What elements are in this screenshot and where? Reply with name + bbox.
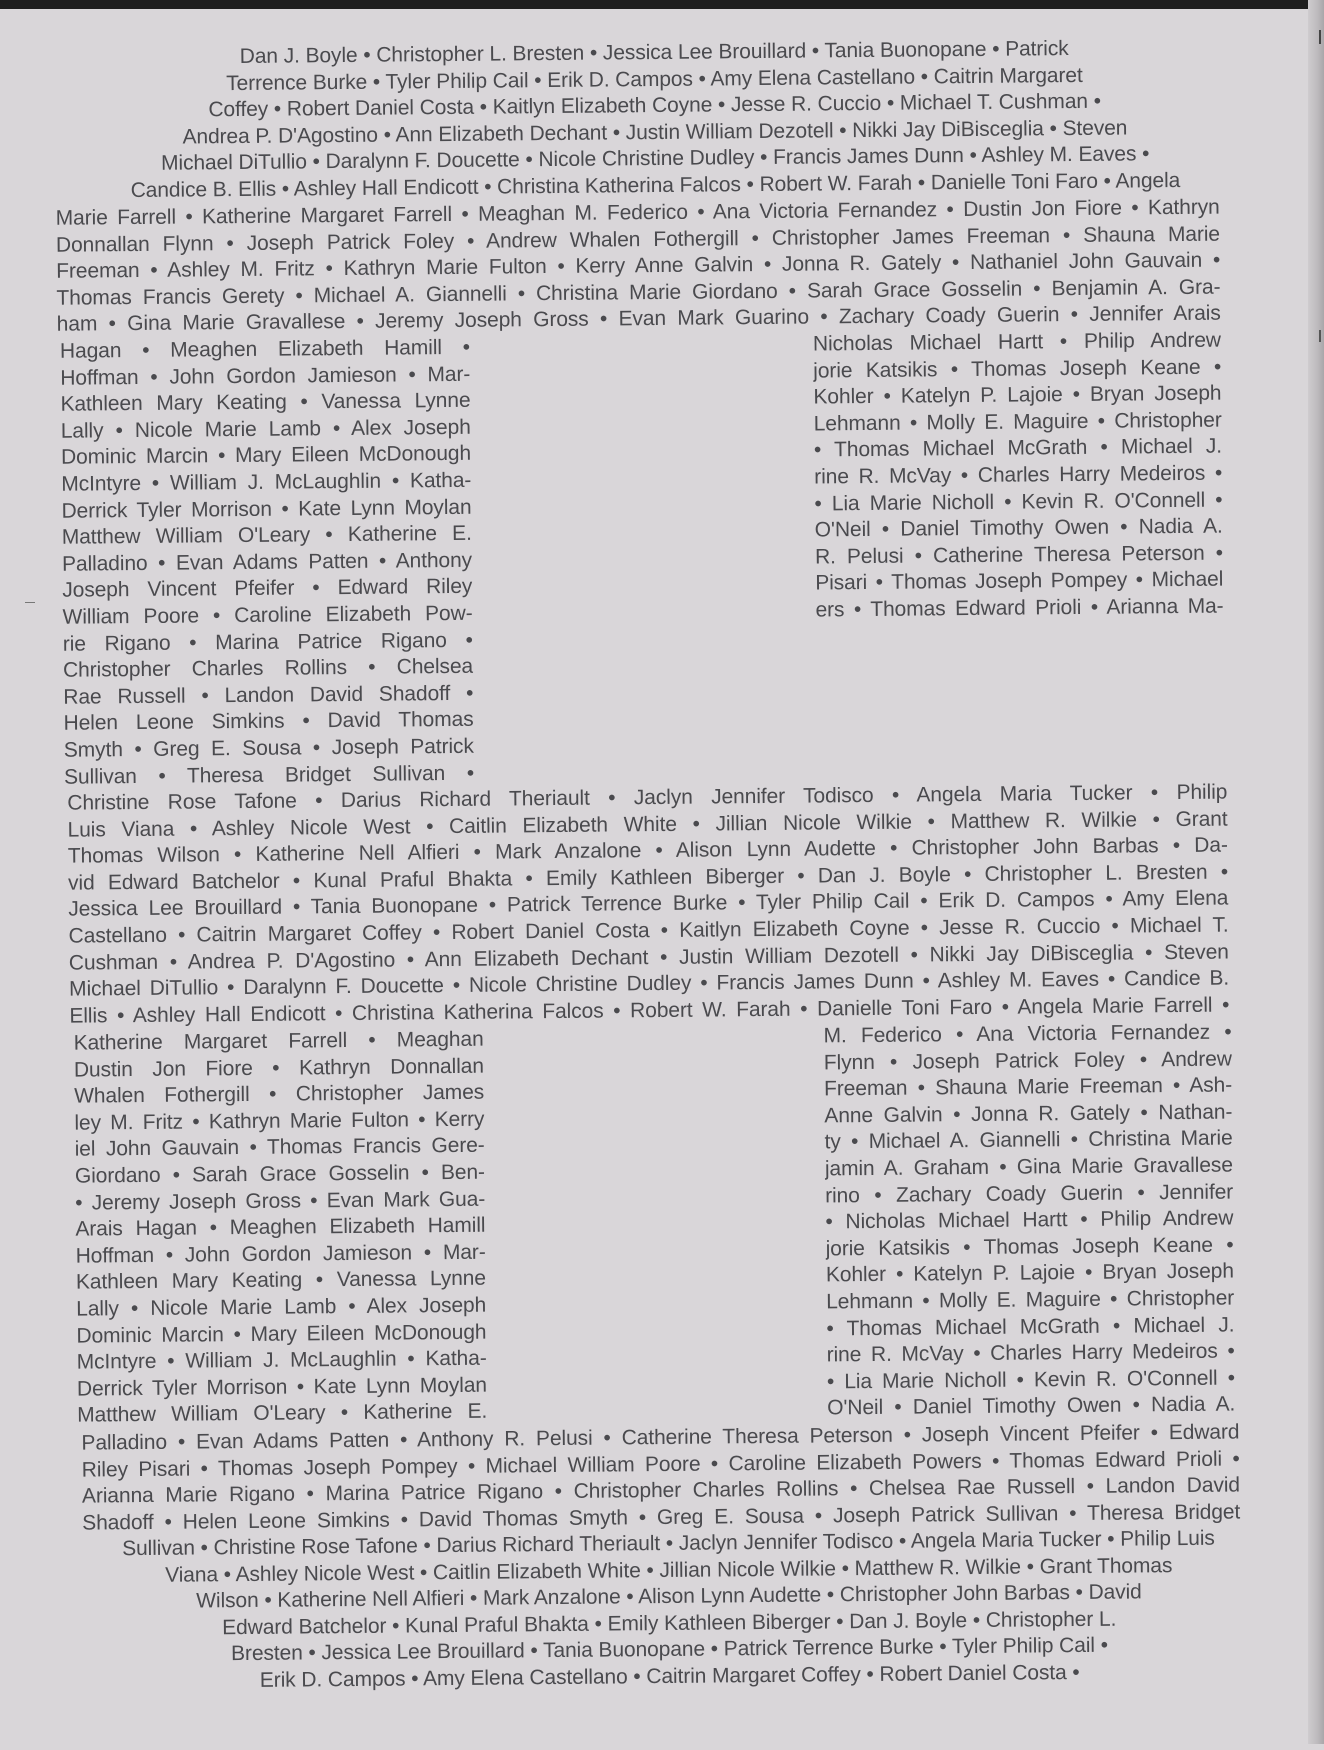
name-line: Wilson • Katherine Nell Alfieri • Mark Anzalone • Alison Lynn Audette • Christopher John Barbas • David <box>196 1580 1142 1613</box>
name-line: Jessica Lee Brouillard • Tania Buonopane • Patrick Terrence Burke • Tyler Philip Cail • Erik D. Campos • Amy Elena <box>68 886 1229 922</box>
name-line: Arianna Marie Rigano • Marina Patrice Rigano • Christopher Charles Rollins • Chelsea Rae Russell • Landon David <box>81 1473 1241 1508</box>
name-line: Nicholas Michael Hartt • Philip Andrew <box>812 328 1222 356</box>
name-line: Hoffman • John Gordon Jamieson • Mar- <box>75 1240 486 1268</box>
name-line: Giordano • Sarah Grace Gosselin • Ben- <box>74 1160 486 1188</box>
name-line: Flynn • Joseph Patrick Foley • Andrew <box>823 1047 1232 1075</box>
name-line: Ellis • Ashley Hall Endicott • Christina Katherina Falcos • Robert W. Farah • Danielle Toni Faro • Angela Marie Farrell • <box>69 993 1230 1028</box>
name-line: Coffey • Robert Daniel Costa • Kaitlyn Elizabeth Coyne • Jesse R. Cuccio • Michael T. Cushman • <box>208 89 1102 122</box>
name-line: Freeman • Ashley M. Fritz • Kathryn Marie Fulton • Kerry Anne Galvin • Jonna R. Gately • Nathaniel John Gauvain • <box>56 248 1221 283</box>
name-line: McIntyre • William J. McLaughlin • Katha- <box>61 468 472 496</box>
name-line: jorie Katsikis • Thomas Joseph Keane • <box>825 1233 1234 1261</box>
name-line: Lehmann • Molly E. Maguire • Christopher <box>826 1286 1235 1314</box>
name-line: • Jeremy Joseph Gross • Evan Mark Gua- <box>75 1187 486 1215</box>
name-line: Helen Leone Simkins • David Thomas <box>63 708 474 736</box>
name-line: Sullivan • Theresa Bridget Sullivan • <box>63 761 475 789</box>
name-line: Joseph Vincent Pfeifer • Edward Riley <box>62 575 473 603</box>
name-line: • Thomas Michael McGrath • Michael J. <box>826 1313 1235 1341</box>
name-line: Hagan • Meaghen Elizabeth Hamill • <box>59 335 471 363</box>
name-line: iel John Gauvain • Thomas Francis Gere- <box>74 1134 485 1162</box>
name-line: R. Pelusi • Catherine Theresa Peterson • <box>814 541 1224 569</box>
name-line: • Nicholas Michael Hartt • Philip Andrew <box>825 1206 1234 1234</box>
name-line: • Thomas Michael McGrath • Michael J. <box>813 434 1223 462</box>
name-line: Candice B. Ellis • Ashley Hall Endicott • Christina Katherina Falcos • Robert W. Farah • Danielle Toni Faro • Angela <box>130 168 1181 203</box>
name-line: Christopher Charles Rollins • Chelsea <box>62 654 474 682</box>
name-line: Edward Batchelor • Kunal Praful Bhakta • Emily Kathleen Biberger • Dan J. Boyle • Christopher L. <box>222 1607 1117 1640</box>
name-line: McIntyre • William J. McLaughlin • Katha- <box>76 1346 487 1374</box>
name-line: Donnallan Flynn • Joseph Patrick Foley • Andrew Whalen Fothergill • Christopher James Freeman • Shauna Marie <box>55 222 1221 257</box>
name-line: Freeman • Shauna Marie Freeman • Ash- <box>824 1073 1233 1101</box>
name-line: Thomas Wilson • Katherine Nell Alfieri • Mark Anzalone • Alison Lynn Audette • Christopher John Barbas • Da- <box>67 833 1228 868</box>
name-line: Kathleen Mary Keating • Vanessa Lynne <box>60 388 471 416</box>
name-line: rine R. McVay • Charles Harry Medeiros • <box>814 461 1223 489</box>
name-line: Dan J. Boyle • Christopher L. Bresten • Jessica Lee Brouillard • Tania Buonopane • Patrick <box>239 37 1069 68</box>
name-line: Matthew William O'Leary • Katherine E. <box>77 1400 488 1428</box>
name-line: Lehmann • Molly E. Maguire • Christopher <box>813 408 1222 436</box>
name-line: Castellano • Caitrin Margaret Coffey • Robert Daniel Costa • Kaitlyn Elizabeth Coyne • Jesse R. Cuccio • Michael T. <box>68 913 1229 948</box>
name-line: M. Federico • Ana Victoria Fernandez • <box>823 1020 1232 1048</box>
name-line: ty • Michael A. Giannelli • Christina Marie <box>824 1126 1233 1154</box>
name-line: Thomas Francis Gerety • Michael A. Giannelli • Christina Marie Giordano • Sarah Grace Gosselin • Benjamin A. Gra- <box>56 275 1221 310</box>
name-line: jorie Katsikis • Thomas Joseph Keane • <box>813 355 1222 383</box>
name-line: Pisari • Thomas Joseph Pompey • Michael <box>815 567 1224 595</box>
name-line: Bresten • Jessica Lee Brouillard • Tania Buonopane • Patrick Terrence Burke • Tyler Philip Cail • <box>230 1634 1108 1666</box>
name-line: Erik D. Campos • Amy Elena Castellano • Caitrin Margaret Coffey • Robert Daniel Costa • <box>259 1661 1080 1692</box>
edge-mark <box>1319 330 1321 342</box>
name-line: Viana • Ashley Nicole West • Caitlin Elizabeth White • Jillian Nicole Wilkie • Matthew R. Wilkie • Grant Thomas <box>165 1553 1173 1587</box>
name-line: Palladino • Evan Adams Patten • Anthony R. Pelusi • Catherine Theresa Peterson • Joseph Vincent Pfeifer • Edward <box>81 1420 1240 1455</box>
name-line: Kohler • Katelyn P. Lajoie • Bryan Joseph <box>825 1259 1234 1287</box>
name-line: rino • Zachary Coady Guerin • Jennifer <box>825 1180 1234 1208</box>
name-line: Dominic Marcin • Mary Eileen McDonough <box>60 442 472 470</box>
name-line: Derrick Tyler Morrison • Kate Lynn Moylan <box>61 495 472 523</box>
name-line: Hoffman • John Gordon Jamieson • Mar- <box>60 362 471 390</box>
name-line: Cushman • Andrea P. D'Agostino • Ann Elizabeth Dechant • Justin William Dezotell • Nikki Jay DiBisceglia • Steven <box>68 940 1229 975</box>
name-line: ley M. Fritz • Kathryn Marie Fulton • Kerry <box>74 1107 485 1135</box>
name-line: O'Neil • Daniel Timothy Owen • Nadia A. <box>814 514 1223 542</box>
name-line: Anne Galvin • Jonna R. Gately • Nathan- <box>824 1100 1233 1128</box>
name-line: Kathleen Mary Keating • Vanessa Lynne <box>75 1267 487 1295</box>
name-line: Dominic Marcin • Mary Eileen McDonough <box>76 1320 487 1348</box>
name-line: Rae Russell • Landon David Shadoff • <box>63 681 474 709</box>
name-line: vid Edward Batchelor • Kunal Praful Bhakta • Emily Kathleen Biberger • Dan J. Boyle • Christopher L. Bresten • <box>67 860 1229 895</box>
name-line: Whalen Fothergill • Christopher James <box>74 1080 485 1108</box>
name-line: Andrea P. D'Agostino • Ann Elizabeth Dechant • Justin William Dezotell • Nikki Jay DiBisceglia • Steven <box>182 116 1128 149</box>
name-line: jamin A. Graham • Gina Marie Gravallese <box>824 1153 1233 1181</box>
name-line: • Lia Marie Nicholl • Kevin R. O'Connell • <box>814 488 1223 516</box>
name-line: Michael DiTullio • Daralynn F. Doucette • Nicole Christine Dudley • Francis James Dunn • Ashley M. Eaves • Candice B. <box>69 966 1230 1001</box>
name-line: Michael DiTullio • Daralynn F. Doucette • Nicole Christine Dudley • Francis James Dunn • Ashley M. Eaves • <box>160 142 1150 176</box>
name-line: • Lia Marie Nicholl • Kevin R. O'Connell • <box>826 1366 1236 1394</box>
name-line: Matthew William O'Leary • Katherine E. <box>61 521 472 549</box>
name-line: O'Neil • Daniel Timothy Owen • Nadia A. <box>827 1392 1236 1420</box>
name-line: Kohler • Katelyn P. Lajoie • Bryan Joseph <box>813 381 1222 409</box>
name-line: Riley Pisari • Thomas Joseph Pompey • Michael William Poore • Caroline Elizabeth Powers • Thomas Edward Prioli • <box>81 1447 1240 1482</box>
name-line: William Poore • Caroline Elizabeth Pow- <box>62 601 473 629</box>
name-line: rie Rigano • Marina Patrice Rigano • <box>62 628 473 656</box>
name-line: Lally • Nicole Marie Lamb • Alex Joseph <box>60 415 471 443</box>
name-line: Terrence Burke • Tyler Philip Cail • Erik D. Campos • Amy Elena Castellano • Caitrin Margaret <box>226 63 1083 95</box>
name-line: Christine Rose Tafone • Darius Richard Theriault • Jaclyn Jennifer Todisco • Angela Maria Tucker • Philip <box>67 780 1228 815</box>
name-line: Smyth • Greg E. Sousa • Joseph Patrick <box>63 734 474 762</box>
name-line: Marie Farrell • Katherine Margaret Farrell • Meaghan M. Federico • Ana Victoria Fernandez • Dustin Jon Fiore • Kathryn <box>55 195 1220 230</box>
name-line: Lally • Nicole Marie Lamb • Alex Joseph <box>76 1293 487 1321</box>
edge-mark <box>1319 30 1321 44</box>
name-line: rine R. McVay • Charles Harry Medeiros • <box>826 1339 1235 1367</box>
name-line: Palladino • Evan Adams Patten • Anthony <box>61 548 473 576</box>
name-line: ers • Thomas Edward Prioli • Arianna Ma- <box>815 594 1224 622</box>
name-line: Arais Hagan • Meaghen Elizabeth Hamill <box>75 1213 486 1241</box>
name-line: Dustin Jon Fiore • Kathryn Donnallan <box>73 1054 484 1082</box>
name-line: Luis Viana • Ashley Nicole West • Caitlin Elizabeth White • Jillian Nicole Wilkie • Matthew R. Wilkie • Grant <box>67 807 1228 842</box>
name-line: Derrick Tyler Morrison • Kate Lynn Moylan <box>76 1373 488 1401</box>
name-line: Shadoff • Helen Leone Simkins • David Thomas Smyth • Greg E. Sousa • Joseph Patrick Sullivan • Theresa Bridget <box>82 1500 1241 1535</box>
name-line: ham • Gina Marie Gravallese • Jeremy Joseph Gross • Evan Mark Guarino • Zachary Coady Guerin • Jennifer Arais <box>56 301 1221 337</box>
name-line: Katherine Margaret Farrell • Meaghan <box>73 1027 484 1055</box>
name-line: Sullivan • Christine Rose Tafone • Darius Richard Theriault • Jaclyn Jennifer Todisco • Angela Maria Tucker • Philip Luis <box>122 1526 1215 1561</box>
